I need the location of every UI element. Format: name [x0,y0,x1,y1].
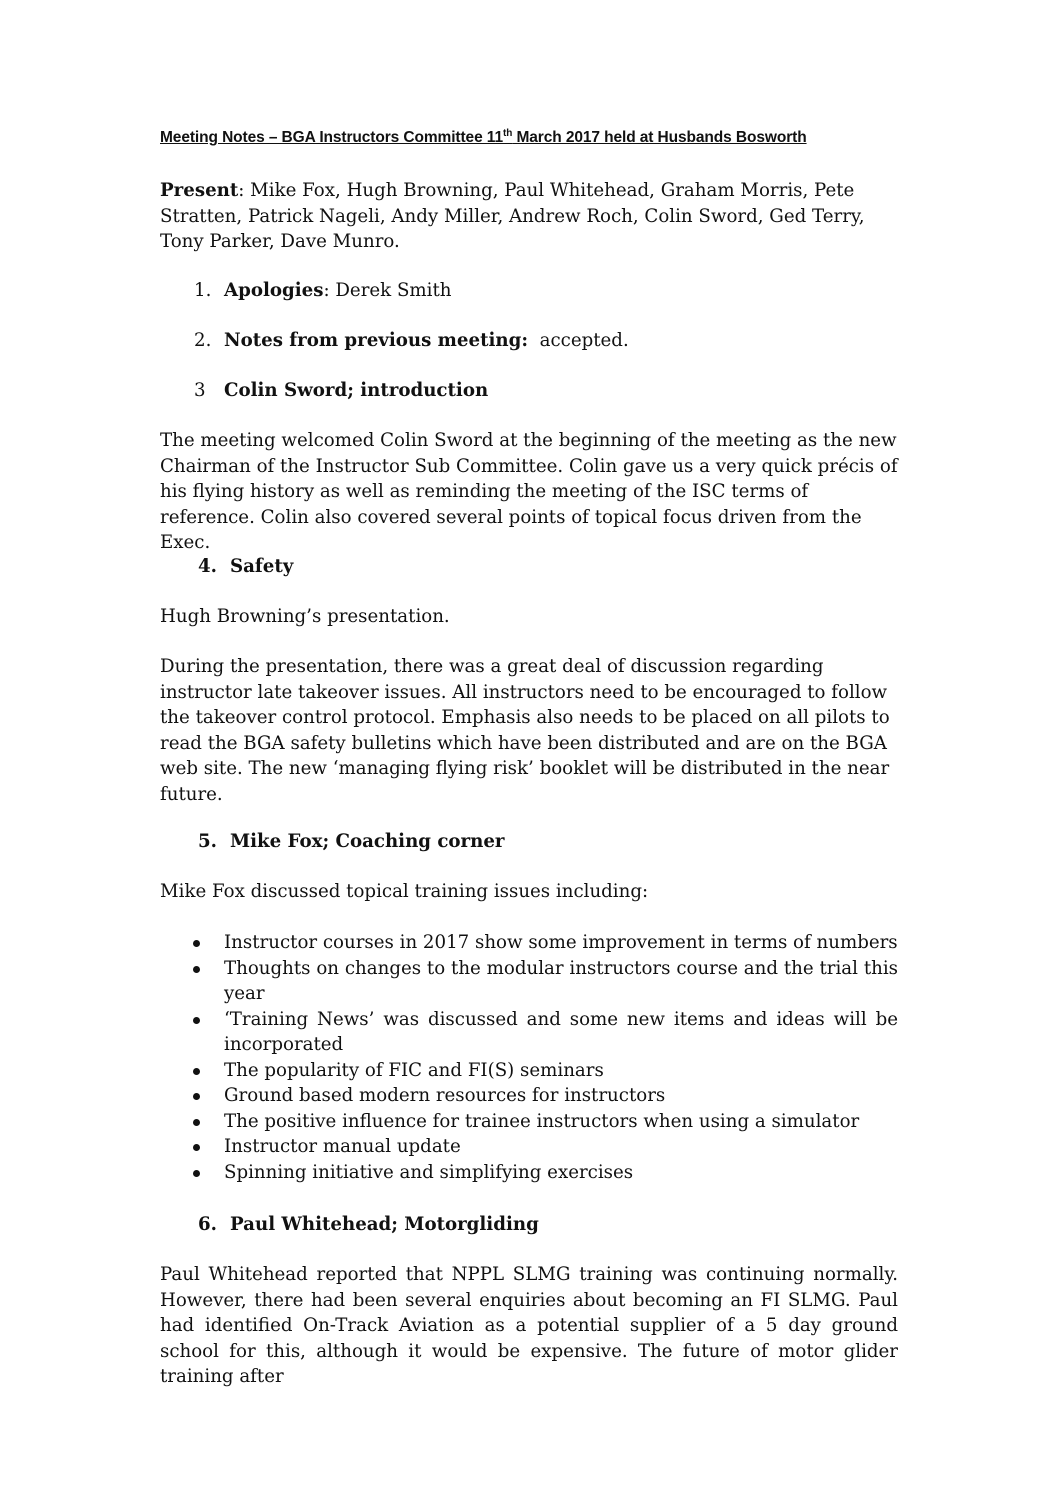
mike-fox-intro-paragraph: Mike Fox discussed topical training issues including: [160,881,649,902]
motorgliding-heading: Paul Whitehead; Motorgliding [230,1214,539,1235]
notes-label: Notes from previous meeting: [224,330,529,351]
item-number: 1. [194,280,212,301]
motorgliding-paragraph: Paul Whitehead reported that NPPL SLMG training was continuing normally. However, there had been several enquiries about becoming an FI SLMG. Paul had identified On-Track Aviation as a potential supplier of a 5 day ground school for this, although it would be expensive. The future of motor glider training after [160,1264,898,1387]
colin-intro-paragraph: The meeting welcomed Colin Sword at the beginning of the meeting as the new Chairman of the Instructor Sub Committee. Colin gave us a very quick précis of his flying history as well as reminding the meeting of the ISC terms of reference. Colin also covered several points of topical focus driven from the Exec. [160,430,898,553]
apologies-text: : Derek Smith [323,280,452,301]
colin-heading: Colin Sword; introduction [224,380,489,401]
list-item: ‘Training News’ was discussed and some new items and ideas will be incorporated [160,1007,898,1058]
item-number: 3 [194,380,206,401]
hugh-presentation-paragraph: Hugh Browning’s presentation. [160,606,450,627]
item-number: 4. [198,556,217,577]
safety-heading: Safety [230,556,294,577]
list-item: Ground based modern resources for instructors [160,1083,898,1109]
title-superscript: th [503,128,513,139]
title-text-part1: Meeting Notes – BGA Instructors Committee 11 [160,129,503,147]
list-item: Instructor courses in 2017 show some improvement in terms of numbers [160,930,898,956]
present-paragraph [160,178,898,255]
item-number: 6. [198,1214,217,1235]
coaching-heading: Mike Fox; Coaching corner [230,831,505,852]
safety-discussion-paragraph: During the presentation, there was a great deal of discussion regarding instructor late takeover issues. All instructors need to be encouraged to follow the takeover control protocol. Emphasis also needs to be placed on all pilots to read the BGA safety bulletins which have been distributed and are on the BGA web site. The new ‘managing flying risk’ booklet will be distributed in the near future. [160,656,890,805]
present-text: : Mike Fox, Hugh Browning, Paul Whitehead, Graham Morris, Pete Stratten, Patrick Nageli, Andy Miller, Andrew Roch, Colin Sword, Ged Terry, Tony Parker, Dave Munro. [160,180,865,252]
apologies-label: Apologies [224,280,324,301]
document-title [160,128,900,147]
item-number: 5. [198,831,217,852]
notes-text: accepted. [528,330,629,351]
list-item: The positive influence for trainee instructors when using a simulator [160,1109,898,1135]
list-item: Spinning initiative and simplifying exercises [160,1160,898,1186]
list-item: The popularity of FIC and FI(S) seminars [160,1058,898,1084]
item-number: 2. [194,330,212,351]
present-label: Present [160,180,239,201]
training-issues-list [160,930,898,1185]
list-item: Instructor manual update [160,1134,898,1160]
list-item: Thoughts on changes to the modular instructors course and the trial this year [160,956,898,1007]
title-text-part2: March 2017 held at Husbands Bosworth [512,129,807,147]
